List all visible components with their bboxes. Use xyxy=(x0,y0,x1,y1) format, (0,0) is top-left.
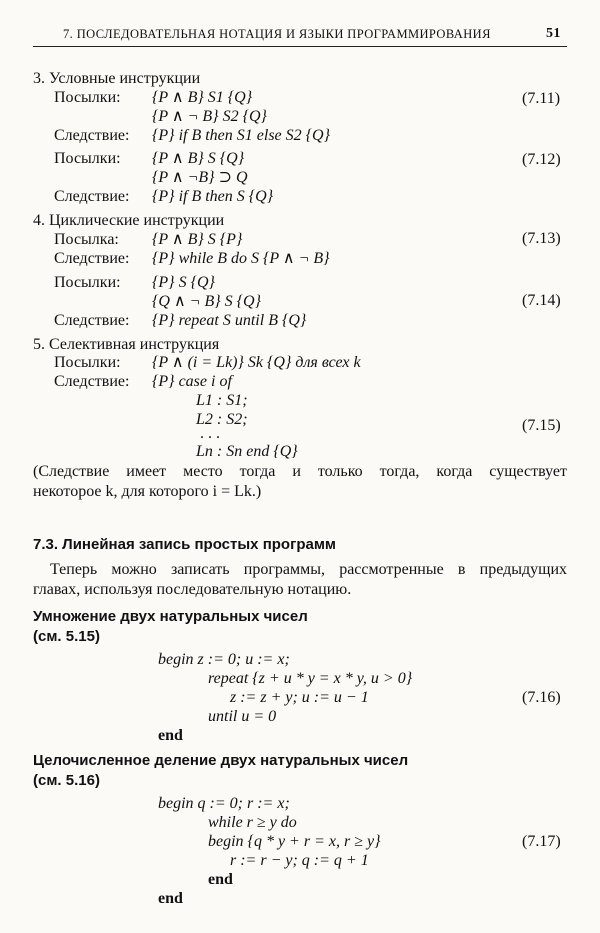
rule-715-case-2: L2 : S2; xyxy=(196,411,248,428)
running-title: 7. ПОСЛЕДОВАТЕЛЬНАЯ НОТАЦИЯ И ЯЗЫКИ ПРОГРАММИРОВАНИЯ xyxy=(63,27,491,41)
loop-heading: 4. Циклические инструкции xyxy=(33,212,225,229)
mult-code-line-5: end xyxy=(158,727,183,744)
cond-heading: 3. Условные инструкции xyxy=(33,70,201,87)
div-code-line-4: r := r − y; q := q + 1 xyxy=(230,852,369,869)
div-code-line-3: begin {q * y + r = x, r ≥ y} xyxy=(208,833,381,850)
rule-712-consequence-label: Следствие: xyxy=(54,188,130,205)
rule-711-premises-label: Посылки: xyxy=(54,89,121,106)
rule-712-consequence: {P} if B then S {Q} xyxy=(152,188,274,205)
mult-code-line-3: z := z + y; u := u − 1 xyxy=(230,689,369,706)
rule-711-premise-2: {P ∧ ¬ B} S2 {Q} xyxy=(152,108,267,125)
div-code-line-2: while r ≥ y do xyxy=(208,814,297,831)
equation-number-714: (7.14) xyxy=(522,292,561,309)
mult-reference: (см. 5.15) xyxy=(33,628,100,645)
equation-number-713: (7.13) xyxy=(522,230,561,247)
rule-715-note-line-1: (Следствие имеет место тогда и только тогда, когда существует xyxy=(33,463,567,480)
mult-code-line-2: repeat {z + u * y = x * y, u > 0} xyxy=(208,670,413,687)
equation-number-717: (7.17) xyxy=(522,833,561,850)
rule-715-case-1: L1 : S1; xyxy=(196,392,248,409)
equation-number-716: (7.16) xyxy=(522,689,561,706)
div-reference: (см. 5.16) xyxy=(33,772,100,789)
section-title: 7.3. Линейная запись простых программ xyxy=(33,536,337,553)
div-code-line-1: begin q := 0; r := x; xyxy=(158,795,290,812)
rule-714-consequence: {P} repeat S until B {Q} xyxy=(152,312,307,329)
rule-713-consequence: {P} while B do S {P ∧ ¬ B} xyxy=(152,250,330,267)
div-code-line-6: end xyxy=(158,890,183,907)
equation-number-715: (7.15) xyxy=(522,417,561,434)
div-title: Целочисленное деление двух натуральных чисел xyxy=(33,752,409,769)
section-paragraph-line-1: Теперь можно записать программы, рассмотренные в предыдущих xyxy=(50,561,567,578)
header-rule xyxy=(33,46,567,47)
rule-715-premise: {P ∧ (i = Lk)} Sk {Q} для всех k xyxy=(152,354,361,371)
rule-712-premises-label: Посылки: xyxy=(54,150,121,167)
rule-711-consequence-label: Следствие: xyxy=(54,127,130,144)
rule-715-premises-label: Посылки: xyxy=(54,354,121,371)
div-code-line-5: end xyxy=(208,871,233,888)
rule-715-case-n: Ln : Sn end {Q} xyxy=(196,443,298,460)
section-paragraph-line-2: главах, используя последовательную нотацию. xyxy=(33,581,352,598)
page-number: 51 xyxy=(546,26,561,41)
mult-code-line-1: begin z := 0; u := x; xyxy=(158,651,290,668)
equation-number-711: (7.11) xyxy=(522,90,561,107)
select-heading: 5. Селективная инструкция xyxy=(33,336,220,353)
rule-712-premise-2: {P ∧ ¬B} ⊃ Q xyxy=(152,169,248,186)
rule-713-consequence-label: Следствие: xyxy=(54,250,130,267)
rule-715-case-line: {P} case i of xyxy=(152,373,232,390)
rule-714-premise-2: {Q ∧ ¬ B} S {Q} xyxy=(152,293,261,310)
rule-713-premise: {P ∧ B} S {P} xyxy=(152,231,243,248)
rule-715-ellipsis: . . . xyxy=(200,425,220,442)
rule-713-premise-label: Посылка: xyxy=(54,231,119,248)
mult-title: Умножение двух натуральных чисел xyxy=(33,608,308,625)
equation-number-712: (7.12) xyxy=(522,151,561,168)
rule-714-consequence-label: Следствие: xyxy=(54,312,130,329)
rule-711-premise-1: {P ∧ B} S1 {Q} xyxy=(152,89,253,106)
rule-712-premise-1: {P ∧ B} S {Q} xyxy=(152,150,245,167)
rule-714-premises-label: Посылки: xyxy=(54,274,121,291)
rule-711-consequence: {P} if B then S1 else S2 {Q} xyxy=(152,127,331,144)
mult-code-line-4: until u = 0 xyxy=(208,708,277,725)
rule-715-note-line-2: некоторое k, для которого i = Lk.) xyxy=(33,483,262,500)
rule-714-premise-1: {P} S {Q} xyxy=(152,274,215,291)
rule-715-consequence-label: Следствие: xyxy=(54,373,130,390)
